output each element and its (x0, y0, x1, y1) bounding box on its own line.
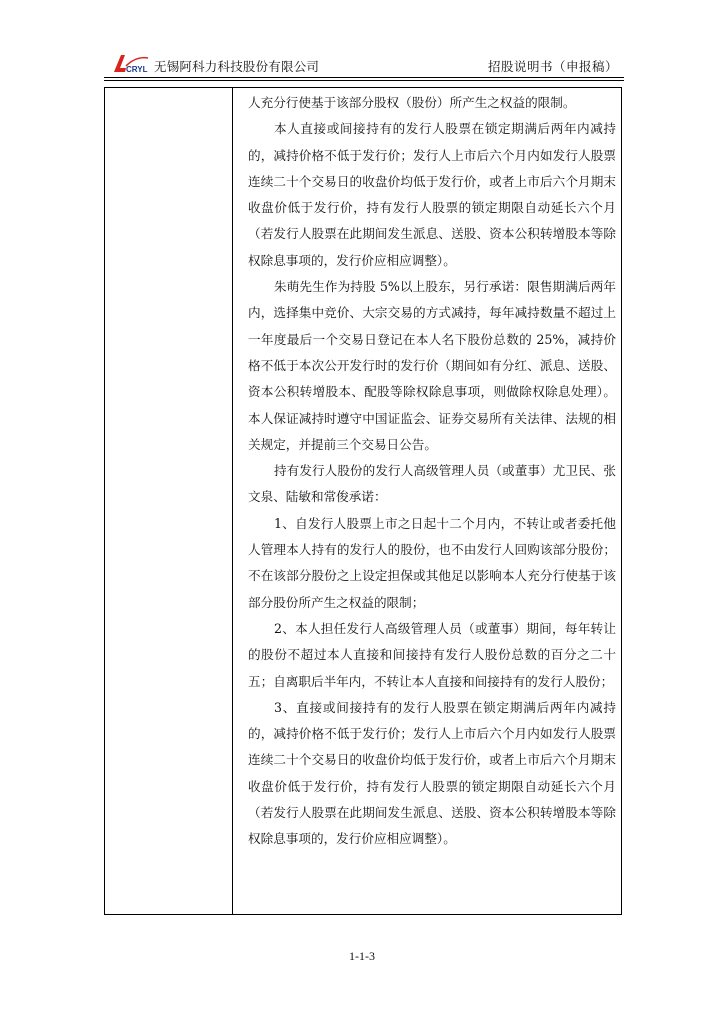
page-header (104, 52, 624, 78)
paragraph-3: 朱萌先生作为持股 5%以上股东，另行承诺：限售期满后两年内，选择集中竞价、大宗交易的方式减持，每年减持数量不超过上一年度最后一个交易日登记在本人名下股份总数的 25%，减持价格不低于本次公开发行时的发行价（期间如有分红、派息、送股、资本公积转增股本、配股等除权除息事项，则做除权除息处理）。本人保证减持时遵守中国证监会、证券交易所有关法律、法规的相关规定，并提前三个交易日公告。 (248, 279, 616, 452)
header-rule-thin (104, 77, 624, 78)
paragraph-5: 1、自发行人股票上市之日起十二个月内，不转让或者委托他人管理本人持有的发行人的股份，也不由发行人回购该部分股份；不在该部分股份之上设定担保或其他足以影响本人充分行使基于该部分股份所产生之权益的限制； (248, 515, 616, 610)
document-title: 招股说明书（申报稿） (487, 59, 618, 74)
commitment-table (104, 87, 622, 915)
paragraph-6: 2、本人担任发行人高级管理人员（或董事）期间，每年转让的股份不超过本人直接和间接持有发行人股份总数的百分之二十五；自离职后半年内，不转让本人直接和间接持有的发行人股份； (248, 620, 616, 689)
company-logo (112, 52, 152, 74)
paragraph-1: 人充分行使基于该部分股权（股份）所产生之权益的限制。 (248, 95, 576, 110)
content-cell (248, 90, 616, 853)
company-name: 无锡阿科力科技股份有限公司 (154, 59, 320, 74)
logo-text: CRYL (126, 65, 148, 74)
column-divider (232, 88, 233, 914)
header-rule-thick (104, 80, 624, 81)
paragraph-4: 持有发行人股份的发行人高级管理人员（或董事）尤卫民、张文泉、陆敏和常俊承诺： (248, 463, 616, 505)
paragraph-7: 3、直接或间接持有的发行人股票在锁定期满后两年内减持的，减持价格不低于发行价；发行人上市后六个月内如发行人股票连续二十个交易日的收盘价均低于发行价，或者上市后六个月期末收盘价低于发行价，持有发行人股票的锁定期限自动延长六个月（若发行人股票在此期间发生派息、送股、资本公积转增股本等除权除息事项的，发行价应相应调整）。 (248, 699, 616, 847)
page-number: 1-1-3 (349, 949, 375, 963)
paragraph-2: 本人直接或间接持有的发行人股票在锁定期满后两年内减持的，减持价格不低于发行价；发行人上市后六个月内如发行人股票连续二十个交易日的收盘价均低于发行价，或者上市后六个月期末收盘价低于发行价，持有发行人股票的锁定期限自动延长六个月（若发行人股票在此期间发生派息、送股、资本公积转增股本等除权除息事项的，发行价应相应调整）。 (248, 121, 616, 268)
